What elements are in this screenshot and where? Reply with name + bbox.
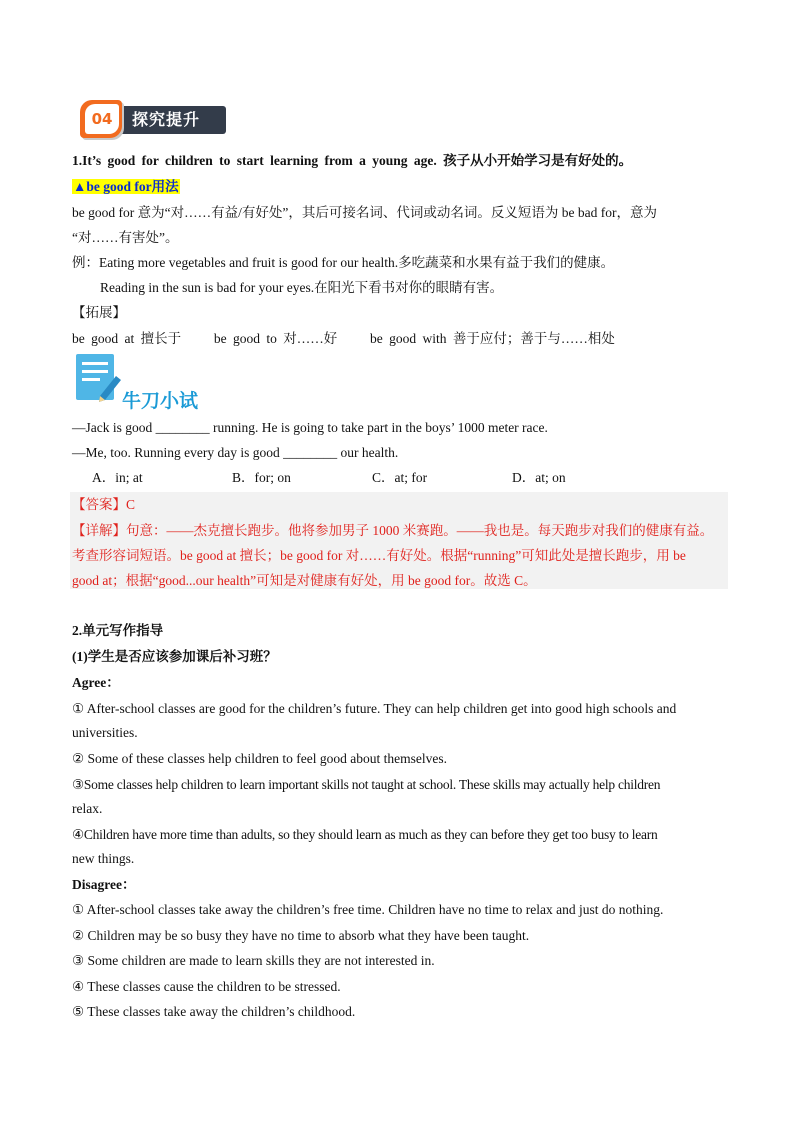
option-c: C．at; for [372, 470, 428, 485]
notepad-pencil-icon [74, 352, 122, 404]
p1-example-2: Reading in the sun is bad for your eyes.在阳光下看书对你的眼睛有害。 [100, 280, 504, 295]
agree-line: universities. [72, 725, 138, 740]
disagree-line: ② Children may be so busy they have no time to absorb what they have been taught. [72, 928, 530, 943]
extend-item: be good to 对……好 [213, 331, 338, 346]
p2-subheading: (1)学生是否应该参加课后补习班？ [72, 649, 277, 664]
agree-line: ④Children have more time than adults, so they should learn as much as they can before they get too busy to learn [72, 827, 658, 842]
try-options [92, 469, 748, 487]
option-d: D．at; on [512, 470, 566, 485]
disagree-line: ⑤ These classes take away the children’s childhood. [72, 1004, 356, 1019]
disagree-line: ① After-school classes take away the children’s free time. Children have no time to relax and just do nothing. [72, 902, 664, 917]
disagree-label: Disagree： [72, 877, 136, 892]
disagree-line: ④ These classes cause the children to be stressed. [72, 979, 341, 994]
detail-line-1: 【详解】句意：——杰克擅长跑步。他将参加男子 1000 米赛跑。——我也是。每天跑步对我们的健康有益。 [72, 523, 714, 538]
answer-box [70, 492, 728, 589]
section-title: 探究提升 [132, 110, 201, 129]
usage-label: ▲be good for用法 [73, 179, 179, 194]
agree-line: ③Some classes help children to learn important skills not taught at school. These skills may actually help children [72, 777, 661, 792]
p1-extend-label: 【拓展】 [72, 305, 126, 320]
agree-line: ② Some of these classes help children to feel good about themselves. [72, 751, 448, 766]
p1-explain-line-1: be good for 意为“对……有益/有好处”，其后可接名词、代词或动名词。反义短语为 be bad for，意为 [72, 205, 657, 220]
answer-text: 【答案】C [72, 497, 136, 512]
agree-label: Agree： [72, 675, 120, 690]
agree-line: ① After-school classes are good for the children’s future. They can help children get into good high schools and [72, 701, 677, 716]
p1-explain-line-2: “对……有害处”。 [72, 230, 179, 245]
usage-label-row [72, 178, 728, 196]
p1-example-1: 例：Eating more vegetables and fruit is good for our health.多吃蔬菜和水果有益于我们的健康。 [72, 255, 615, 270]
option-a: A．in; at [92, 470, 143, 485]
section-number: 04 [85, 104, 119, 134]
section-badge [80, 100, 226, 138]
extend-item: be good with 善于应付；善于与……相处 [370, 331, 615, 346]
try-section-title: 牛刀小试 [122, 390, 199, 412]
section-number-frame [80, 100, 122, 138]
agree-line: new things. [72, 851, 135, 866]
detail-line-2: 考查形容词短语。be good at 擅长；be good for 对……有好处。根据“running”可知此处是擅长跑步，用 be [72, 548, 686, 563]
try-question-line-1: —Jack is good ________ running. He is going to take part in the boys’ 1000 meter race. [72, 420, 548, 435]
disagree-line: ③ Some children are made to learn skills they are not interested in. [72, 953, 435, 968]
option-b: B．for; on [232, 470, 291, 485]
p2-heading: 2.单元写作指导 [72, 623, 164, 638]
try-question-line-2: —Me, too. Running every day is good ________ our health. [72, 445, 399, 460]
detail-line-3: good at；根据“good...our health”可知是对健康有好处，用 be good for。故选 C。 [72, 573, 537, 588]
agree-line: relax. [72, 801, 103, 816]
p1-extend-row [72, 330, 728, 348]
p1-heading: 1.It’s good for children to start learning from a young age. 孩子从小开始学习是有好处的。 [72, 153, 633, 168]
extend-item: be good at 擅长于 [72, 331, 182, 346]
